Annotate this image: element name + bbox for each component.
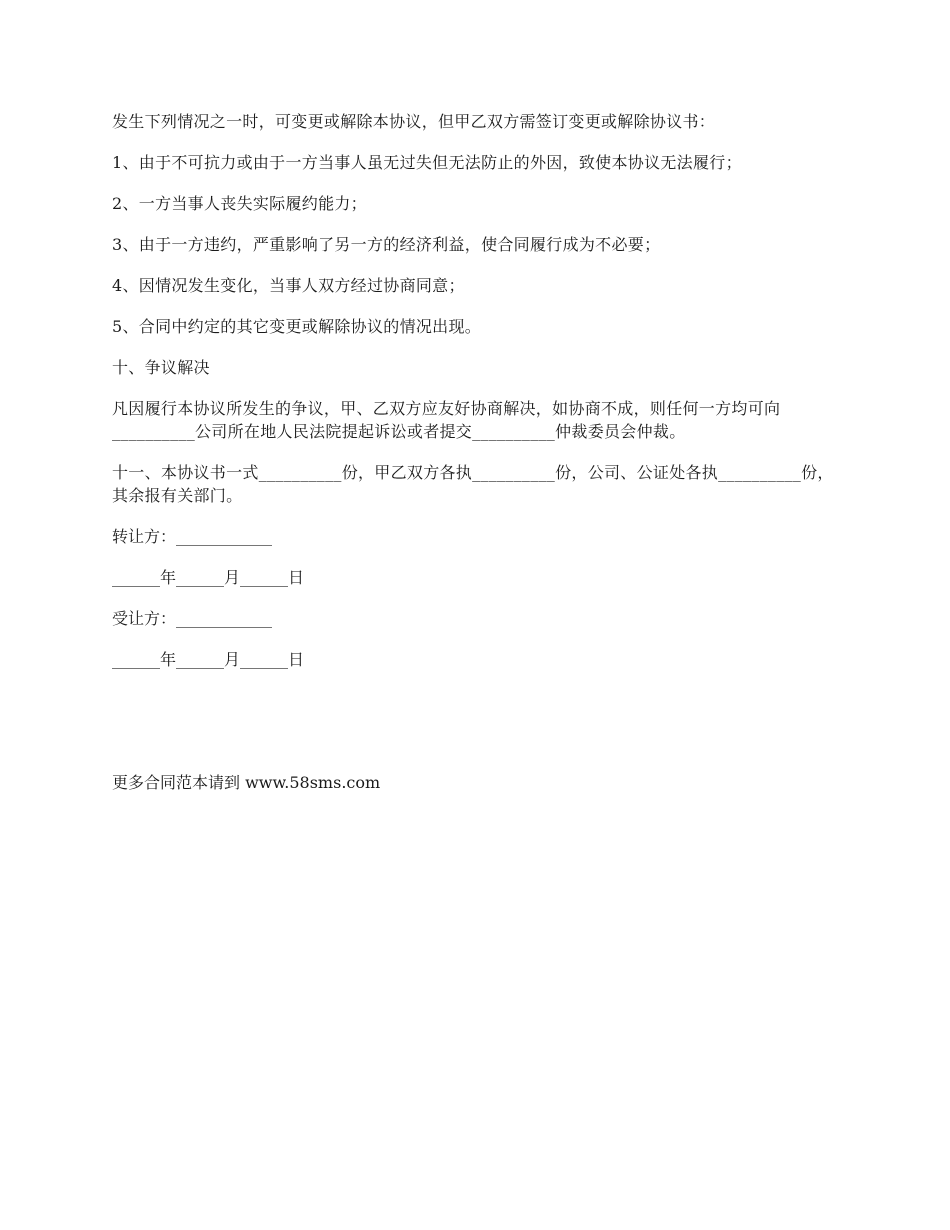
transferee-signature: 受让方：____________ xyxy=(112,609,273,628)
transferor-signature: 转让方：____________ xyxy=(112,527,273,546)
dispute-paragraph: 凡因履行本协议所发生的争议，甲、乙双方应友好协商解决，如协商不成，则任何一方均可向__________公司所在地人民法院提起诉讼或者提交__________仲裁委员会仲裁。 xyxy=(112,399,781,441)
transferor-date: ______年______月______日 xyxy=(112,568,305,587)
clause-item-4: 4、因情况发生变化，当事人双方经过协商同意； xyxy=(112,276,465,295)
section-heading-dispute: 十、争议解决 xyxy=(112,358,210,377)
footer-link-text: 更多合同范本请到 www.58sms.com xyxy=(112,773,381,792)
document-body xyxy=(112,110,842,689)
clause-item-3: 3、由于一方违约，严重影响了另一方的经济利益，使合同履行成为不必要； xyxy=(112,235,661,254)
intro-paragraph: 发生下列情况之一时，可变更或解除本协议，但甲乙双方需签订变更或解除协议书： xyxy=(112,112,716,131)
clause-item-1: 1、由于不可抗力或由于一方当事人虽无过失但无法防止的外因，致使本协议无法履行； xyxy=(112,153,742,172)
clause-item-5: 5、合同中约定的其它变更或解除协议的情况出现。 xyxy=(112,317,482,336)
transferee-date: ______年______月______日 xyxy=(112,650,305,669)
clause-item-2: 2、一方当事人丧失实际履约能力； xyxy=(112,194,367,213)
copies-paragraph: 十一、本协议书一式__________份，甲乙双方各执__________份，公司、公证处各执__________份，其余报有关部门。 xyxy=(112,463,834,505)
